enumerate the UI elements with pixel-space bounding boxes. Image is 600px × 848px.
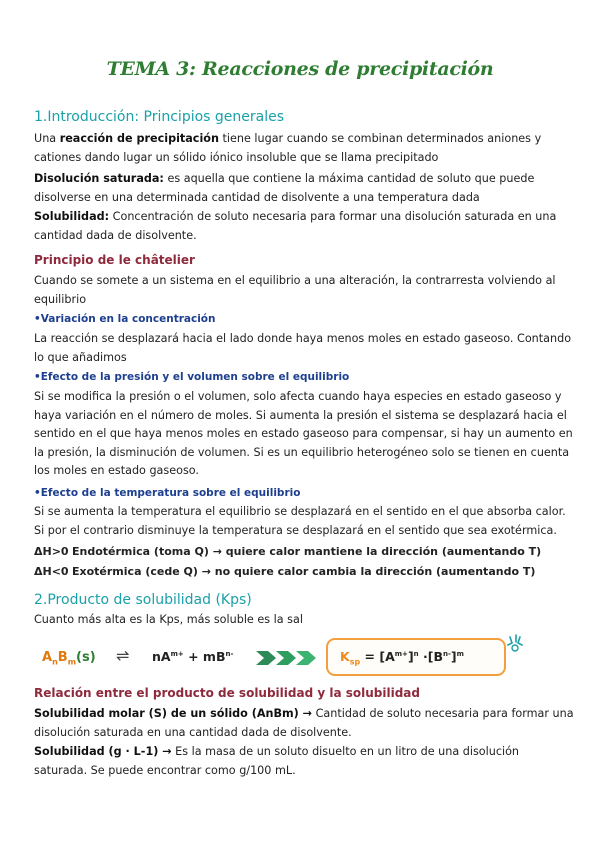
deltah-symbol: ΔH<0 bbox=[34, 565, 69, 578]
term-bold: Solubilidad molar (S) de un sólido (AnBm) → bbox=[34, 707, 313, 720]
document-title: TEMA 3: Reacciones de precipitación bbox=[106, 58, 494, 80]
deltah-exotermica bbox=[34, 565, 535, 578]
products bbox=[152, 649, 233, 664]
deltah-endotermica bbox=[34, 545, 541, 558]
deltah-symbol: ΔH>0 bbox=[34, 545, 69, 558]
chevron-arrows-icon bbox=[256, 651, 318, 665]
text: tiene lugar cuando se combinan determinados aniones y cationes dando lugar un sólido iónico insoluble que se llama precipitado bbox=[34, 132, 542, 164]
paragraph-solubilidad-molar bbox=[34, 705, 574, 742]
text: nA bbox=[152, 649, 171, 664]
text: m+ bbox=[170, 649, 184, 658]
deltah-label: Endotérmica (toma Q) → quiere calor mantiene la dirección (aumentando T) bbox=[72, 545, 542, 558]
subheading-relacion: Relación entre el producto de solubilidad y la solubilidad bbox=[34, 686, 420, 700]
paragraph-le-chatelier: Cuando se somete a un sistema en el equilibrio a una alteración, la contrarresta volviendo al equilibrio bbox=[34, 274, 556, 306]
text: m+ bbox=[394, 649, 408, 658]
text: n- bbox=[442, 649, 451, 658]
paragraph-reaccion-precipitacion bbox=[34, 130, 574, 167]
text: + mB bbox=[183, 649, 226, 664]
reactant bbox=[42, 650, 96, 667]
sparkle-icon bbox=[504, 633, 526, 655]
paragraph-disolucion-saturada bbox=[34, 170, 574, 207]
text: B bbox=[57, 650, 68, 665]
paragraph-presion-volumen: Si se modifica la presión o el volumen, solo afecta cuando haya especies en estado gaseoso y haya variación en el número de moles. Si aumenta la presión el sistema se desplazará hacia el sentido en el que haya menos moles en estado gaseoso para compensar, si hay un aumento en la presión, la disminución de volumen. Si es un equilibrio heterogéneo solo se tienen en cuenta los moles en estado gaseoso. bbox=[34, 390, 573, 477]
term-bold: Disolución saturada: bbox=[34, 172, 164, 185]
text: = [A bbox=[360, 649, 395, 664]
paragraph-concentracion: La reacción se desplazará hacia el lado donde haya menos moles en estado gaseoso. Contando lo que añadimos bbox=[34, 332, 572, 364]
text: Cantidad de soluto necesaria para formar una disolución saturada en una cantidad dada de disolvente. bbox=[34, 707, 574, 739]
text: n- bbox=[225, 649, 234, 658]
deltah-label: Exotérmica (cede Q) → no quiere calor cambia la dirección (aumentando T) bbox=[72, 565, 536, 578]
paragraph-solubilidad bbox=[34, 208, 574, 245]
equilibrium-equation bbox=[34, 636, 574, 680]
text: ] bbox=[450, 649, 457, 664]
ksp-expression bbox=[340, 649, 464, 667]
bullet-temperatura: •Efecto de la temperatura sobre el equilibrio bbox=[34, 487, 301, 499]
subheading-le-chatelier: Principio de le châtelier bbox=[34, 253, 195, 267]
text: ·[B bbox=[418, 649, 443, 664]
paragraph-kps: Cuanto más alta es la Kps, más soluble es la sal bbox=[34, 613, 303, 626]
text: n bbox=[413, 649, 419, 658]
term-bold: Solubilidad: bbox=[34, 210, 110, 223]
text: n bbox=[52, 657, 58, 667]
text: Concentración de soluto necesaria para formar una disolución saturada en una cantidad dada de disolvente. bbox=[34, 210, 557, 242]
bullet-presion-volumen: •Efecto de la presión y el volumen sobre el equilibrio bbox=[34, 371, 350, 383]
text: sp bbox=[349, 657, 361, 667]
section-heading-introduccion: 1.Introducción: Principios generales bbox=[34, 109, 285, 125]
text: (s) bbox=[76, 650, 96, 665]
text: Una bbox=[34, 132, 60, 145]
bullet-concentracion: •Variación en la concentración bbox=[34, 313, 216, 325]
section-heading-producto-solubilidad: 2.Producto de solubilidad (Kps) bbox=[34, 592, 252, 608]
text: A bbox=[42, 650, 53, 665]
term-bold: Solubilidad (g · L-1) → bbox=[34, 745, 172, 758]
term-bold: reacción de precipitación bbox=[59, 132, 219, 145]
text: ] bbox=[407, 649, 414, 664]
paragraph-temperatura: Si se aumenta la temperatura el equilibrio se desplazará en el sentido en el que absorba calor. Si por el contrario disminuye la temperatura se desplazará en el sentido que sea exotérmica. bbox=[34, 505, 566, 537]
text: K bbox=[340, 649, 350, 664]
text: m bbox=[456, 649, 464, 658]
equilibrium-arrow: ⇌ bbox=[116, 646, 130, 665]
ksp-box bbox=[326, 638, 506, 676]
text: m bbox=[67, 657, 77, 667]
text: es aquella que contiene la máxima cantidad de soluto que puede disolverse en una determinada cantidad de disolvente a una temperatura dada bbox=[34, 172, 535, 204]
text: Es la masa de un soluto disuelto en un litro de una disolución saturada. Se puede encontrar como g/100 mL. bbox=[34, 745, 520, 777]
paragraph-solubilidad-gl bbox=[34, 743, 574, 780]
